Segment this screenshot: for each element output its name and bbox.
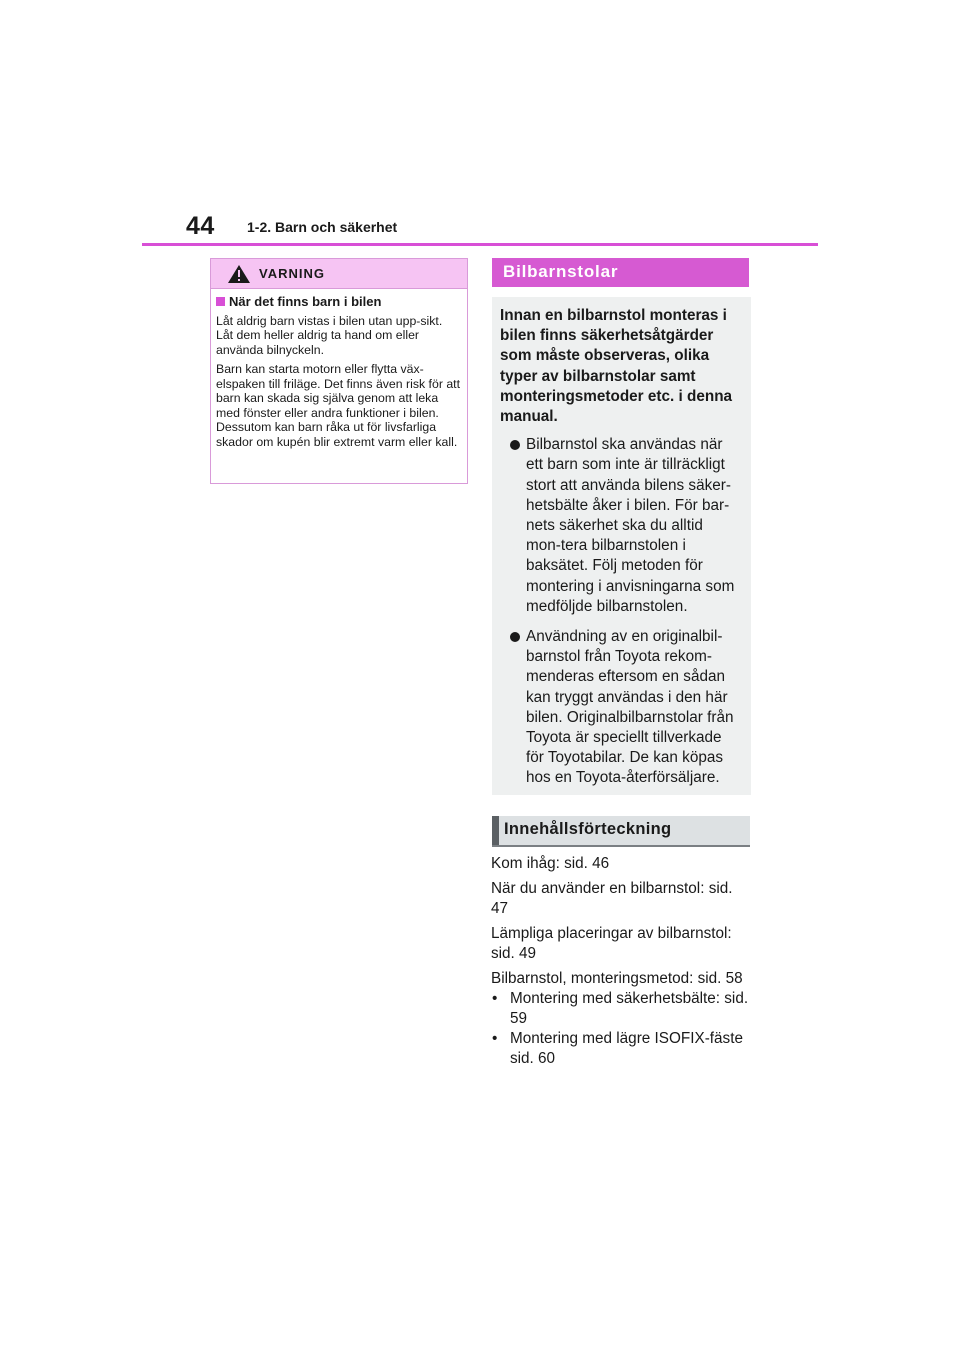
list-item-text: Användning av en originalbil-barnstol från Toyota rekom-menderas eftersom en sådan kan tryggt användas i den här bilen. Originalbilbarnstolar från Toyota är speciellt tillverkade för Toyotabilar. De kan köpas hos en Toyota-återförsäljare. [526, 628, 734, 787]
warning-subhead-text: När det finns barn i bilen [229, 294, 382, 309]
bullet-dot-icon [510, 440, 520, 450]
warning-paragraph: Barn kan starta motorn eller flytta väx-elspaken till friläge. Det finns även risk för att barn kan skada sig själva genom att leka med fönster eller andra funktioner i bilen. Dessutom kan barn råka ut för livsfarliga skador om kupén blir extremt varm eller kall. [216, 362, 460, 449]
warning-header [211, 259, 467, 289]
toc-sub-entry [491, 1029, 753, 1069]
header-rule [142, 243, 818, 246]
toc-entry: Lämpliga placeringar av bilbarnstol: sid. 49 [491, 925, 732, 962]
toc-bullet: • [492, 990, 498, 1007]
page-number: 44 [186, 212, 215, 240]
warning-subhead [216, 295, 461, 310]
bullet-dot-icon [510, 632, 520, 642]
bilbarnstolar-header [492, 258, 749, 287]
toc-sub-entry [491, 989, 753, 1029]
list-item-text: Bilbarnstol ska användas när ett barn som inte är tillräckligt stort att använda bilens säker-hetsbälte åker i bilen. För bar-nets säkerhet ska du alltid mon-tera bilbarnstolen i baksätet. Följ metoden för montering i anvisningarna som medföljde bilbarnstolen. [526, 436, 735, 615]
warning-box [210, 258, 468, 484]
toc-header [492, 816, 750, 847]
list-item [500, 627, 739, 789]
info-box [492, 297, 751, 795]
toc-title: Innehållsförteckning [504, 820, 672, 838]
toc-list [491, 854, 753, 1069]
warning-triangle-icon [227, 264, 251, 284]
toc-sub-entry-text: Montering med lägre ISOFIX-fäste sid. 60 [510, 1030, 743, 1067]
toc-header-bar [492, 816, 499, 845]
warning-label: VARNING [259, 266, 325, 281]
toc-entry: Bilbarnstol, monteringsmetod: sid. 58 [491, 970, 743, 987]
toc-bullet: • [492, 1030, 498, 1047]
warning-paragraph: Låt aldrig barn vistas i bilen utan upp-sikt. Låt dem heller aldrig ta hand om eller använda bilnyckeln. [216, 313, 443, 357]
bilbarnstolar-title: Bilbarnstolar [503, 262, 619, 281]
toc-entry: När du använder en bilbarnstol: sid. 47 [491, 880, 733, 917]
toc-entry: Kom ihåg: sid. 46 [491, 855, 610, 872]
section-title: 1-2. Barn och säkerhet [247, 219, 398, 235]
toc-sub-entry-text: Montering med säkerhetsbälte: sid. 59 [510, 990, 749, 1027]
intro-text: Innan en bilbarnstol monteras i bilen finns säkerhetsåtgärder som måste observeras, olika typer av bilbarnstolar samt monteringsmetoder etc. i denna manual. [500, 307, 733, 426]
square-bullet-icon [216, 297, 225, 306]
list-item [500, 435, 739, 617]
warning-body [211, 289, 467, 449]
